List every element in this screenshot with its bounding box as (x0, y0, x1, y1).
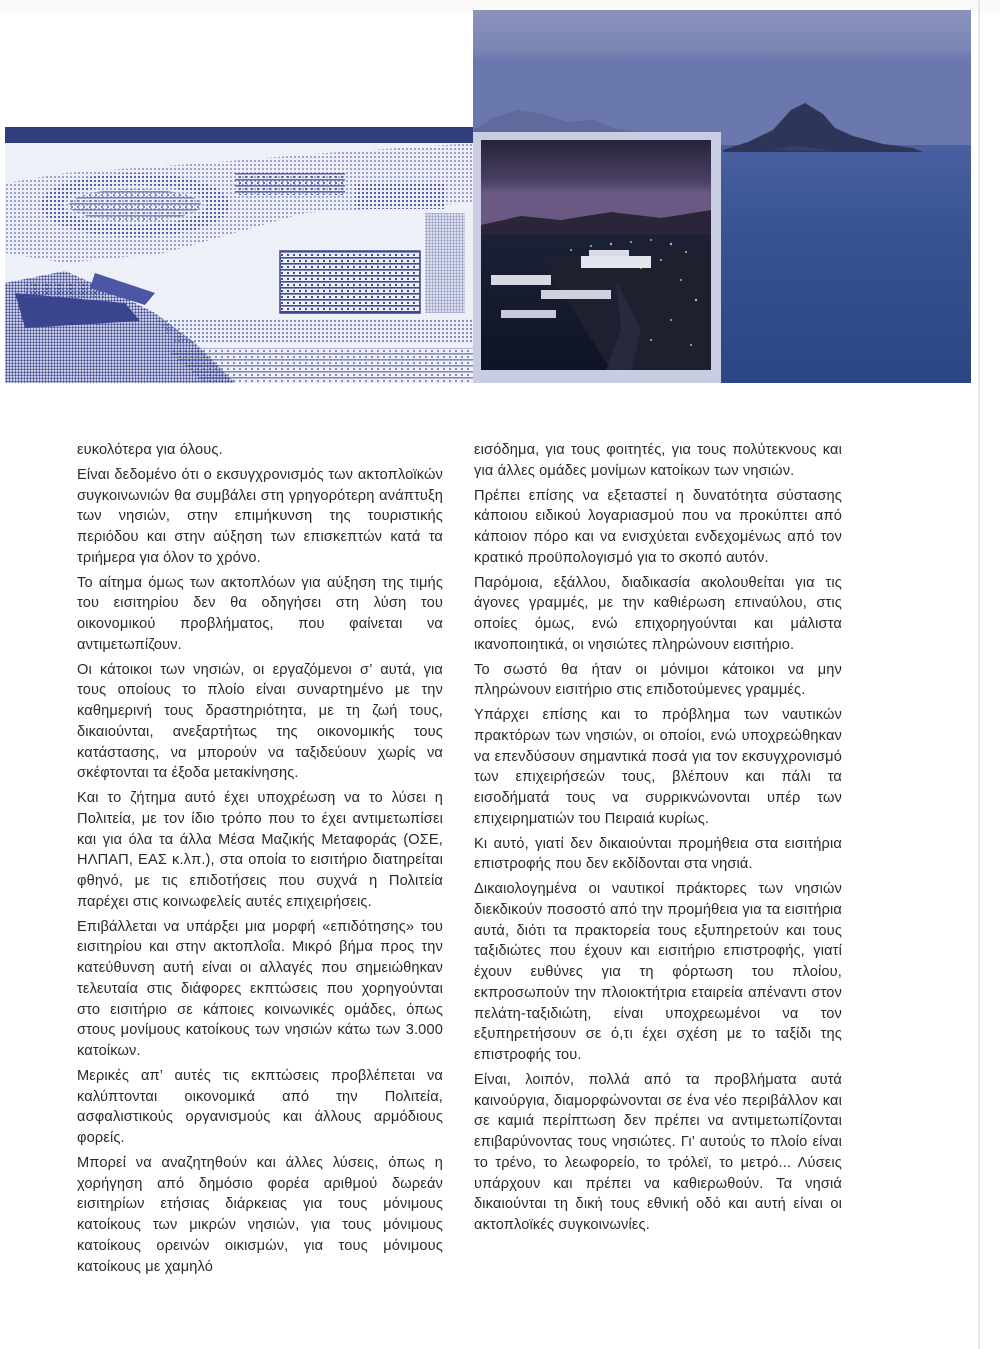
paragraph: Παρόμοια, εξάλλου, διαδικασία ακολουθείται για τις άγονες γραμμές, με την καθιέρωση επιναύλου, στις οποίες όμως, ενώ επιχορηγούνται και μάλιστα ικανοποιητικά, οι νησιώτες πληρώνουν εισιτήριο. (474, 574, 842, 653)
paragraph: Κι αυτό, γιατί δεν δικαιούνται προμήθεια στα εισιτήρια επιστροφής που δεν εκδίδονται στα νησιά. (474, 835, 842, 873)
paragraph: Υπάρχει επίσης και το πρόβλημα των ναυτικών πρακτόρων των νησιών, οι οποίοι, ενώ υποχρεώθηκαν να επενδύσουν σημαντικά ποσά για τον εκσυγχρονισμό των επιχειρήσεών τους, βλέπουν και πάλι τα εισοδήματά τους να συρρικνώνονται υπέρ των επιχειρηματιών του Πειραιά κυρίως. (474, 707, 842, 827)
paragraph: Και το ζήτημα αυτό έχει υποχρέωση να το λύσει η Πολιτεία, με τον ίδιο τρόπο που το έχει αντιμετωπίσει και για όλα τα άλλα Μέσα Μαζικής Μεταφοράς (ΟΣΕ, ΗΛΠΑΠ, ΕΑΣ κ.λπ.), στα οποία το εισιτήριο διατηρείται φθηνό, με τις επιδοτήσεις που συχνά η Πολιτεία παρέχει στις κοινωφελείς αυτές επιχειρήσεις. (77, 790, 443, 910)
paragraph: ευκολότερα για όλους. (77, 442, 223, 458)
paragraph: Είναι δεδομένο ότι ο εκσυγχρονισμός των ακτοπλοϊκών συγκοινωνιών θα συμβάλει στη γρηγορότερη ανάπτυξη των νησιών, στην επιμήκυνση της τουριστικής περιόδου και στην αύξηση των επισκεπτών κατά τα τριήμερα για όλον το χρόνο. (77, 466, 443, 566)
paragraph: Το αίτημα όμως των ακτοπλόων για αύξηση της τιμής του εισιτηρίου δεν θα οδηγήσει στη λύση του οικονομικού προβλήματος, που φαίνεται να αντιμετωπίζουν. (77, 574, 443, 653)
paragraph: Δικαιολογημένα οι ναυτικοί πράκτορες των νησιών διεκδικούν ποσοστό από την προμήθεια για τα εισιτήρια αυτά, διότι τα πρακτορεία τους εξυπηρετούν και τους ταξιδιώτες που έχουν και εισιτήριο επιστροφής, γιατί έχουν ευθύνες για τη φόρτωση του πλοίου, εκπροσωπούν την πλοιοκτήτρια εταιρεία απέναντι στον πελάτη-ταξιδιώτη, είναι υποχρεωμένοι να τον εξυπηρετήσουν σε ό,τι έχει σχέση με το ταξίδι της επιστροφής του. (474, 881, 842, 1063)
paragraph: εισόδημα, για τους φοιτητές, για τους πολύτεκνους και για άλλες ομάδες μονίμων κατοίκων των νησιών. (474, 442, 842, 479)
paragraph: Πρέπει επίσης να εξεταστεί η δυνατότητα σύστασης κάποιου ειδικού λογαριασμού που να προκύπτει από κάποιον πόρο και να ενισχύεται ενδεχομένως από τον κρατικό προϋπολογισμό για το σκοπό αυτόν. (474, 487, 842, 566)
paragraph: Μπορεί να αναζητηθούν και άλλες λύσεις, όπως η χορήγηση από δημόσιο φορέα αριθμού δωρεάν εισιτηρίων ετήσιας διάρκειας για τους μόνιμους κατοίκους των μικρών νησιών, για τους μόνιμους κατοίκους ορεινών οικισμών, για τους μόνιμους κατοίκους με χαμηλό (77, 1154, 443, 1275)
page-edge (978, 0, 980, 1349)
photo-night-port (481, 140, 711, 370)
halftone-port-image (5, 143, 475, 383)
article-left-column (77, 440, 443, 1281)
paragraph: Επιβάλλεται να υπάρξει μια μορφή «επιδότησης» του εισιτηρίου και στην ακτοπλοΐα. Μικρό βήμα προς την κατεύθυνση αυτή είναι οι αλλαγές που σημειώθηκαν τελευταία στις διάφορες εκπτώσεις που χορηγούνται στο εισιτήριο σε κάποιες κοινωνικές ομάδες, όπως στους μονίμους κατοίκους των νησιών κάτω των 3.000 κατοίκων. (77, 918, 443, 1059)
paragraph: Μερικές απ’ αυτές τις εκπτώσεις προβλέπεται να καλύπτονται οικονομικά από την Πολιτεία, ασφαλιστικούς οργανισμούς και άλλους αρμόδιους φορείς. (77, 1067, 443, 1146)
paragraph: Οι κάτοικοι των νησιών, οι εργαζόμενοι σ’ αυτά, για τους οποίους το πλοίο είναι συναρτημένο με την καθημερινή τους δραστηριότητα, με τη ζωή τους, δικαιούνται, ανεξαρτήτως της οικονομικής τους κατάστασης, να μπορούν να ταξιδεύουν χωρίς να σκέφτονται τα έξοδα μετακίνησης. (77, 661, 443, 782)
article-right-column (474, 440, 842, 1240)
paragraph: Το σωστό θα ήταν οι μόνιμοι κάτοικοι να μην πληρώνουν εισιτήριο στις επιδοτούμενες γραμμές. (474, 661, 842, 699)
accent-bar (5, 127, 473, 143)
header-image-band (0, 0, 1000, 390)
paragraph: Είναι, λοιπόν, πολλά από τα προβλήματα αυτά καινούργια, διαμορφώνονται σε ένα νέο περιβάλλον και σε καμιά περίπτωση δεν πρέπει να αντιμετωπίζονται επιβαρύνοντας τους νησιώτες. Γι’ αυτούς το πλοίο είναι το τρένο, το λεωφορείο, το τρόλεϊ, το μετρό... Λύσεις υπάρχουν και πρέπει να καθιερωθούν. Τα νησιά δικαιούνται τη δική τους εθνική οδό και αυτή είναι οι ακτοπλοϊκές συγκοινωνίες. (474, 1071, 842, 1233)
